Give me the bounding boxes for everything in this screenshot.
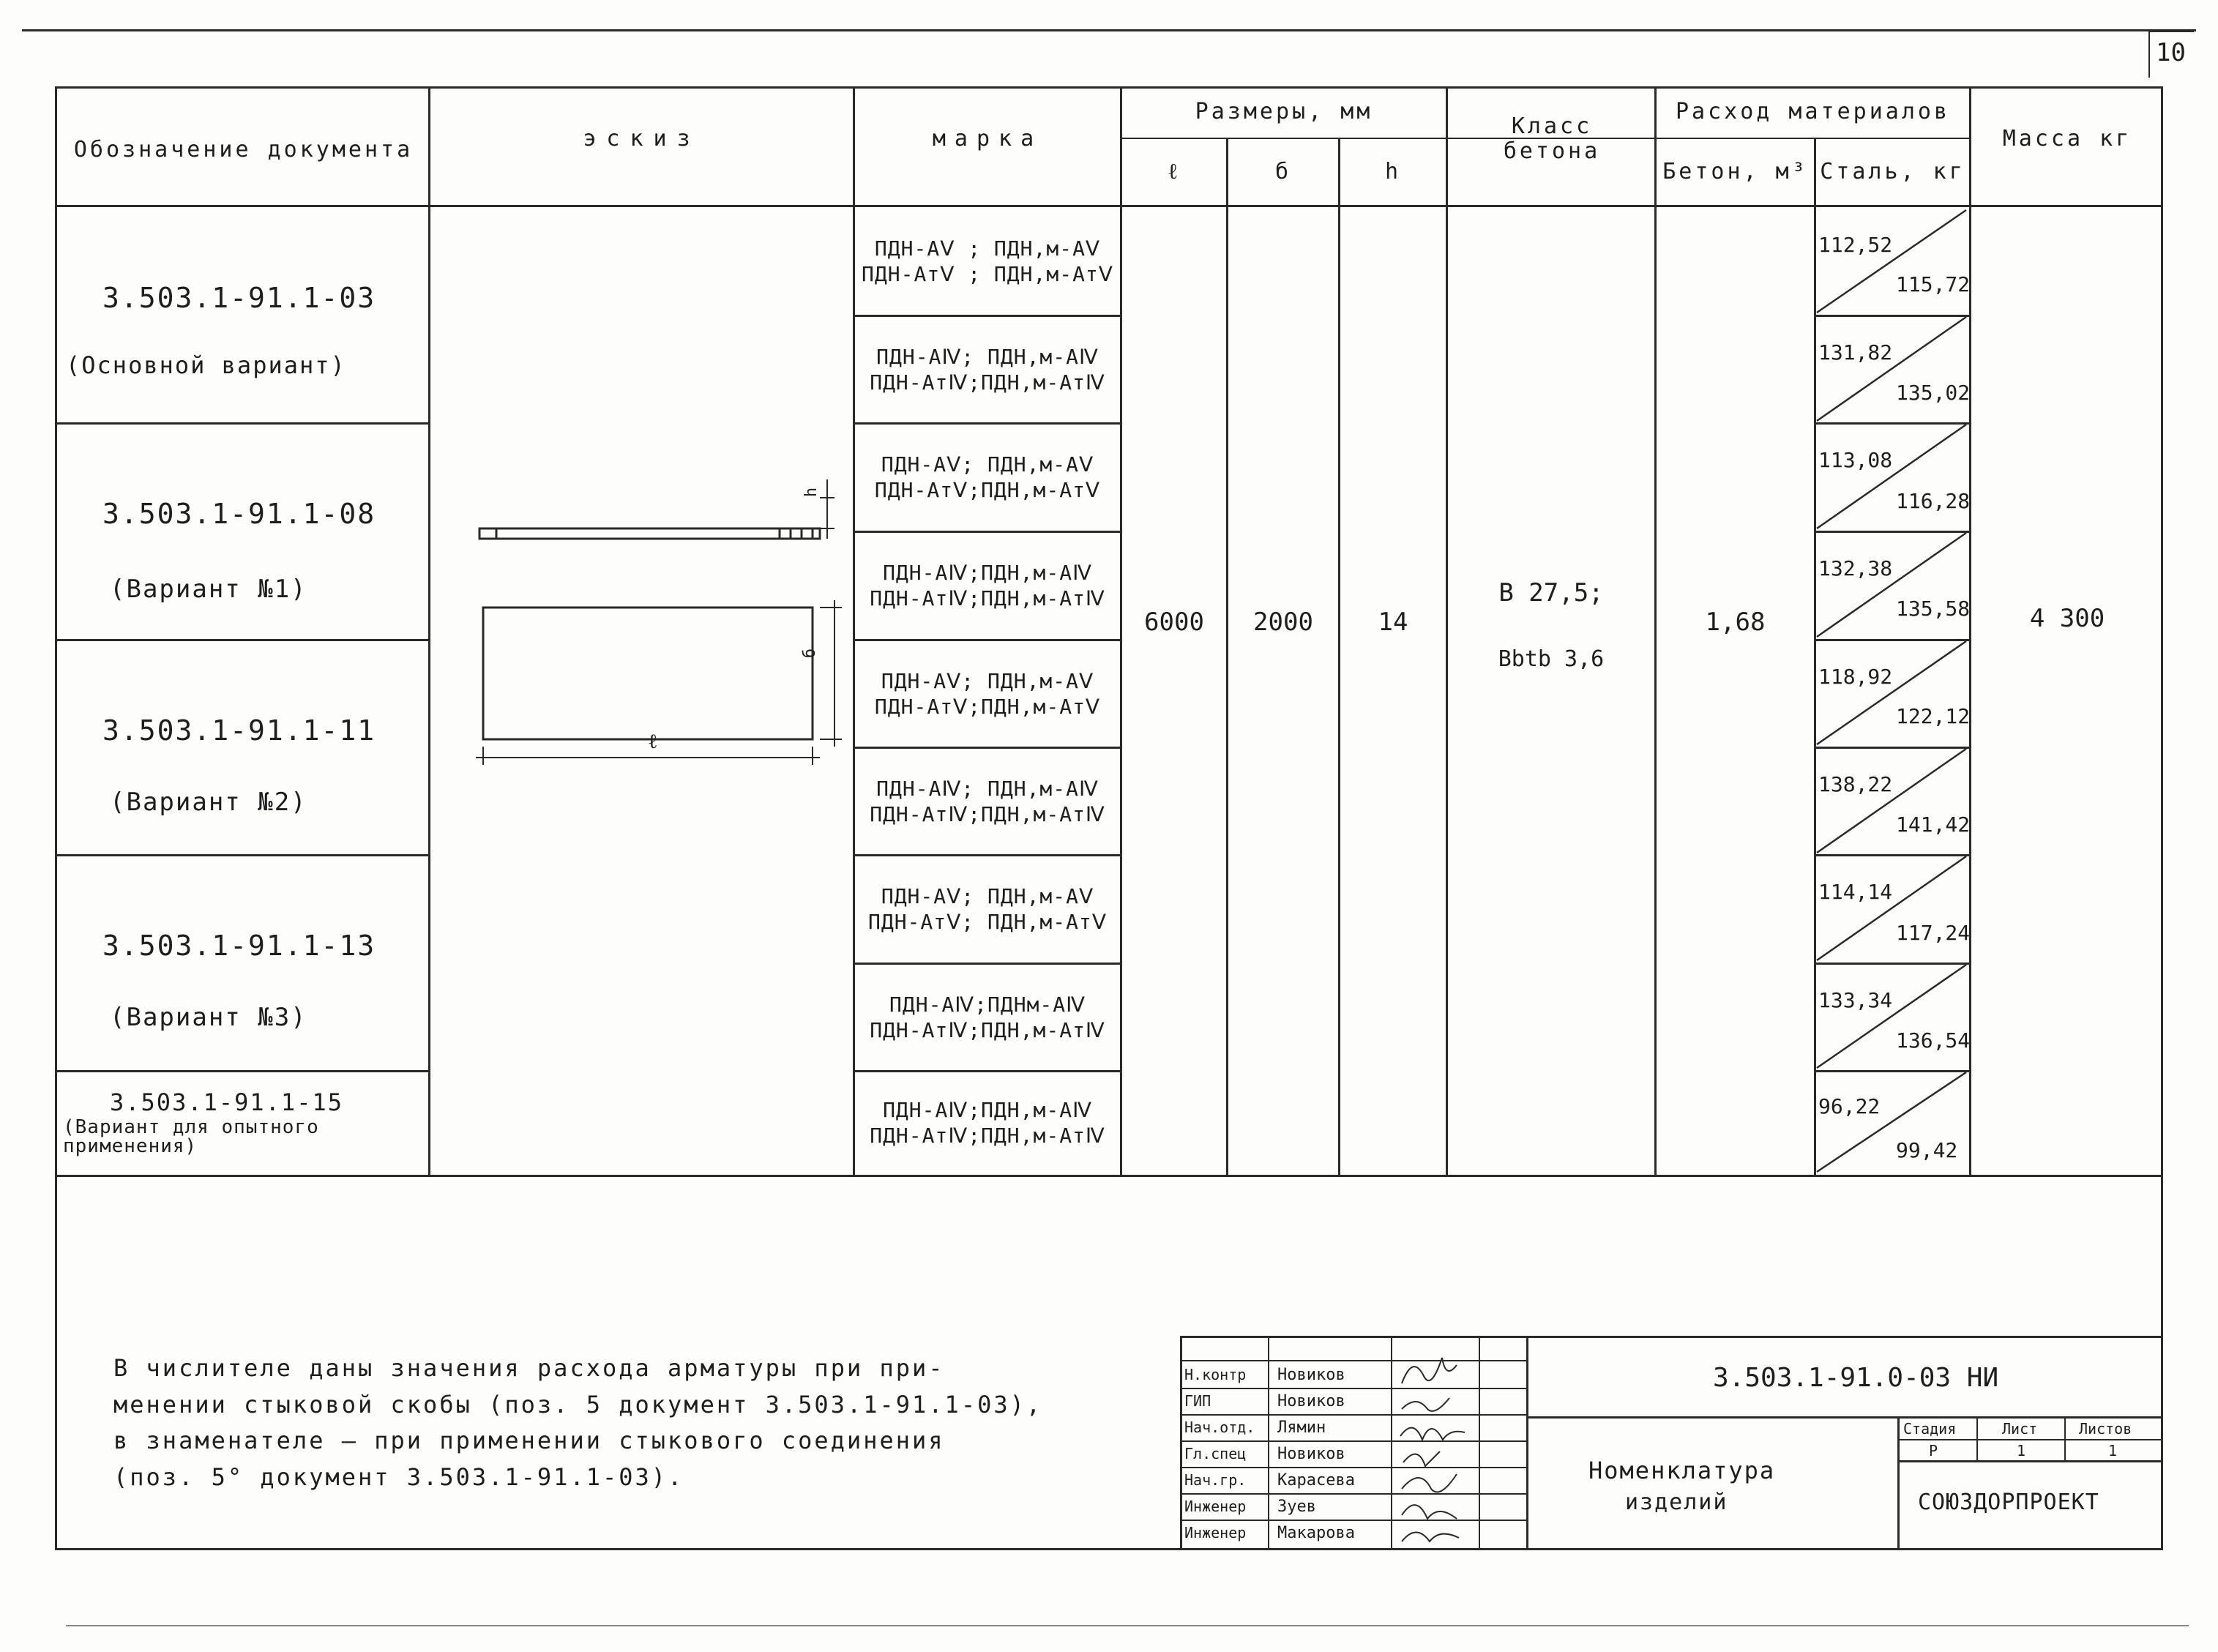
stamp-role-1: ГИП	[1184, 1392, 1211, 1410]
stamp-vline-6	[1976, 1416, 1978, 1460]
stamp-hline-org	[1897, 1460, 2163, 1462]
note-line: (поз. 5° документ 3.503.1-91.1-03).	[113, 1462, 684, 1491]
stamp-org: СОЮЗДОРПРОЕКТ	[1918, 1490, 2099, 1515]
stamp-hline-doc	[1526, 1416, 2163, 1419]
doc-code: 3.503.1-91.1-11	[102, 714, 376, 747]
steel-bottom-4: 122,12	[1896, 704, 1971, 728]
doc-variant: (Основной вариант)	[66, 351, 346, 379]
mark-row-0	[856, 209, 1119, 313]
header-concrete: Бетон, м³	[1662, 158, 1808, 184]
steel-bottom-0: 115,72	[1896, 272, 1971, 296]
stamp-sheet: 1	[2017, 1442, 2026, 1459]
doc-code: 3.503.1-91.1-08	[102, 498, 376, 530]
stamp-title-line1: Номенклатура	[1588, 1457, 1776, 1484]
signature-3	[1403, 1451, 1440, 1466]
stamp-role-2: Нач.отд.	[1184, 1419, 1255, 1436]
steel-bottom-1: 135,02	[1896, 381, 1971, 405]
common-concrete-volume: 1,68	[1705, 608, 1766, 637]
common-b: 2000	[1253, 608, 1313, 637]
steel-bottom-2: 116,28	[1896, 489, 1971, 513]
sketch-drawing	[468, 461, 849, 769]
header-doc-designation: Обозначение документа	[73, 136, 414, 162]
mark-line1: ПДН-АⅤ; ПДН,м-АⅤ	[881, 452, 1094, 476]
bottom-rule	[66, 1625, 2189, 1626]
doc-row-4	[59, 1072, 428, 1175]
steel-diagonal-2	[1817, 317, 1966, 421]
doc-row-3	[59, 856, 428, 1070]
signature-2	[1400, 1428, 1465, 1440]
doc-variant: (Вариант №3)	[110, 1003, 307, 1032]
mark-line2: ПДН-АтⅤ;ПДН,м-АтⅤ	[874, 694, 1101, 719]
stamp-title-line2: изделий	[1625, 1490, 1728, 1515]
note-line: в знаменателе — при применении стыкового соединения	[113, 1427, 945, 1455]
stamp-name-4: Карасева	[1277, 1471, 1355, 1490]
stamp-role-3: Гл.спец	[1184, 1445, 1247, 1462]
steel-diagonal-6	[1817, 749, 1966, 853]
sketch-side-view	[479, 528, 820, 539]
steel-bottom-8: 99,42	[1896, 1138, 1958, 1162]
header-mark: марка	[932, 125, 1043, 152]
doc-variant: (Вариант №2)	[110, 788, 307, 817]
mark-line1: ПДН-АⅣ;ПДН,м-АⅣ	[883, 1098, 1092, 1122]
common-mass: 4 300	[2029, 604, 2105, 633]
header-dim-l: ℓ	[1167, 158, 1181, 184]
mark-line2: ПДН-АтⅣ;ПДН,м-АтⅣ	[870, 801, 1105, 826]
col-line-1	[428, 86, 430, 1177]
mark-row-4	[856, 641, 1119, 746]
stamp-name-3: Новиков	[1277, 1445, 1345, 1463]
steel-diagonal-4	[1817, 533, 1966, 637]
header-steel: Сталь, кг	[1820, 158, 1965, 184]
doc-code: 3.503.1-91.1-15	[110, 1088, 343, 1116]
common-h: 14	[1378, 608, 1408, 637]
mark-row-1	[856, 317, 1119, 422]
doc-row-2	[59, 641, 428, 854]
header-materials: Расход материалов	[1675, 98, 1951, 124]
stamp-vline-5	[1897, 1416, 1900, 1550]
header-mass: Масса кг	[2002, 125, 2132, 152]
col-line-4	[1226, 138, 1228, 1177]
steel-top-2: 113,08	[1818, 448, 1893, 472]
stamp-stage-label: Стадия	[1903, 1420, 1957, 1438]
steel-top-4: 118,92	[1818, 665, 1893, 689]
mark-row-5	[856, 749, 1119, 853]
steel-top-5: 138,22	[1818, 772, 1893, 796]
mark-line1: ПДН-АⅣ;ПДНм-АⅣ	[889, 992, 1086, 1017]
steel-diagonal-1	[1817, 210, 1966, 313]
mark-line2: ПДН-АтⅣ;ПДН,м-АтⅣ	[870, 370, 1105, 395]
common-class-line1: В 27,5;	[1498, 578, 1604, 608]
doc-variant: (Вариант №1)	[110, 575, 307, 604]
header-dim-b: б	[1274, 158, 1292, 184]
steel-bottom-3: 135,58	[1896, 597, 1971, 621]
top-rule	[22, 29, 2196, 31]
header-dimensions: Размеры, мм	[1195, 98, 1373, 124]
steel-top-6: 114,14	[1818, 880, 1893, 904]
col-line-5	[1338, 138, 1340, 1177]
mark-line2: ПДН-АтⅣ;ПДН,м-АтⅣ	[870, 1017, 1105, 1042]
stamp-vline-4	[1526, 1336, 1528, 1550]
sketch-label-h: h	[802, 487, 821, 498]
mark-line2: ПДН-АтⅤ;ПДН,м-АтⅤ	[874, 477, 1101, 502]
col-line-2	[853, 86, 855, 1177]
mark-line2: ПДН-АтⅣ;ПДН,м-АтⅣ	[870, 586, 1105, 610]
steel-bottom-7: 136,54	[1896, 1028, 1971, 1053]
header-dim-h: h	[1384, 158, 1402, 184]
steel-top-8: 96,22	[1818, 1094, 1881, 1118]
stamp-sheets-label: Листов	[2079, 1420, 2132, 1438]
stamp-vline-7	[2064, 1416, 2066, 1460]
sketch-label-b: б	[801, 648, 820, 659]
stamp-doc-code: 3.503.1-91.0-03 НИ	[1713, 1363, 1999, 1393]
mark-line2: ПДН-АтⅤ; ПДН,м-АтⅤ	[867, 909, 1108, 934]
steel-top-7: 133,34	[1818, 988, 1893, 1012]
table-bottom-line	[55, 1175, 2163, 1177]
steel-bottom-6: 117,24	[1896, 921, 1971, 945]
signatures	[1394, 1347, 1479, 1548]
stamp-sheets: 1	[2108, 1442, 2118, 1459]
stamp-name-0: Новиков	[1277, 1366, 1345, 1384]
steel-top-0: 112,52	[1818, 233, 1893, 257]
steel-bottom-5: 141,42	[1896, 812, 1971, 837]
sheet-number: 10	[2156, 38, 2186, 67]
stamp-role-6: Инженер	[1184, 1524, 1247, 1541]
stamp-name-6: Макарова	[1277, 1524, 1355, 1542]
steel-diagonal-5	[1817, 641, 1966, 744]
sketch-plan-view	[483, 608, 813, 739]
note-text	[113, 1350, 1138, 1495]
doc-variant: (Вариант для опытного применения)	[63, 1116, 319, 1157]
steel-top-1: 131,82	[1818, 340, 1893, 365]
stamp-name-5: Зуев	[1277, 1498, 1316, 1516]
doc-row-0	[59, 209, 428, 422]
mark-line1: ПДН-АⅣ;ПДН,м-АⅣ	[883, 560, 1092, 585]
col-line-6	[1446, 86, 1448, 1177]
mark-row-2	[856, 425, 1119, 529]
signature-0	[1402, 1358, 1457, 1383]
stamp-sheet-label: Лист	[2002, 1420, 2038, 1438]
sketch-label-l: ℓ	[648, 729, 658, 753]
common-class-line2: Вbtb 3,6	[1498, 646, 1605, 672]
header-concrete-class: Класс бетона	[1503, 113, 1601, 164]
mark-line1: ПДН-АⅤ ; ПДН,м-АⅤ	[874, 236, 1101, 261]
stamp-stage: Р	[1929, 1442, 1938, 1459]
header-sketch: эскиз	[583, 125, 701, 152]
doc-row-1	[59, 425, 428, 639]
mark-row-7	[856, 965, 1119, 1069]
stamp-role-5: Инженер	[1184, 1498, 1247, 1515]
signature-1	[1402, 1398, 1449, 1411]
stamp-name-1: Новиков	[1277, 1392, 1345, 1410]
note-line: В числителе даны значения расхода арматуры при при-	[113, 1354, 945, 1382]
steel-top-3: 132,38	[1818, 556, 1893, 580]
stamp-role-0: Н.контр	[1184, 1366, 1247, 1383]
mark-row-8	[856, 1072, 1119, 1173]
stamp-role-4: Нач.гр.	[1184, 1471, 1247, 1489]
signature-5	[1402, 1505, 1457, 1519]
common-l: 6000	[1144, 608, 1204, 637]
stamp-name-2: Лямин	[1277, 1419, 1326, 1437]
doc-code: 3.503.1-91.1-13	[102, 930, 376, 962]
mark-line2: ПДН-АтⅣ;ПДН,м-АтⅣ	[870, 1124, 1105, 1148]
doc-code: 3.503.1-91.1-03	[102, 282, 376, 314]
mark-line1: ПДН-АⅤ; ПДН,м-АⅤ	[881, 883, 1094, 908]
signature-4	[1402, 1474, 1457, 1492]
mark-line1: ПДН-АⅣ; ПДН,м-АⅣ	[876, 344, 1099, 369]
mark-row-6	[856, 856, 1119, 961]
stamp-hline-stage	[1897, 1439, 2163, 1440]
mark-line1: ПДН-АⅣ; ПДН,м-АⅣ	[876, 776, 1099, 801]
mark-line1: ПДН-АⅤ; ПДН,м-АⅤ	[881, 668, 1094, 693]
signature-6	[1402, 1533, 1459, 1542]
note-line: менении стыковой скобы (поз. 5 документ 3.503.1-91.1-03),	[113, 1390, 1043, 1419]
mark-row-3	[856, 533, 1119, 638]
mark-line2: ПДН-АтⅤ ; ПДН,м-АтⅤ	[862, 261, 1113, 286]
